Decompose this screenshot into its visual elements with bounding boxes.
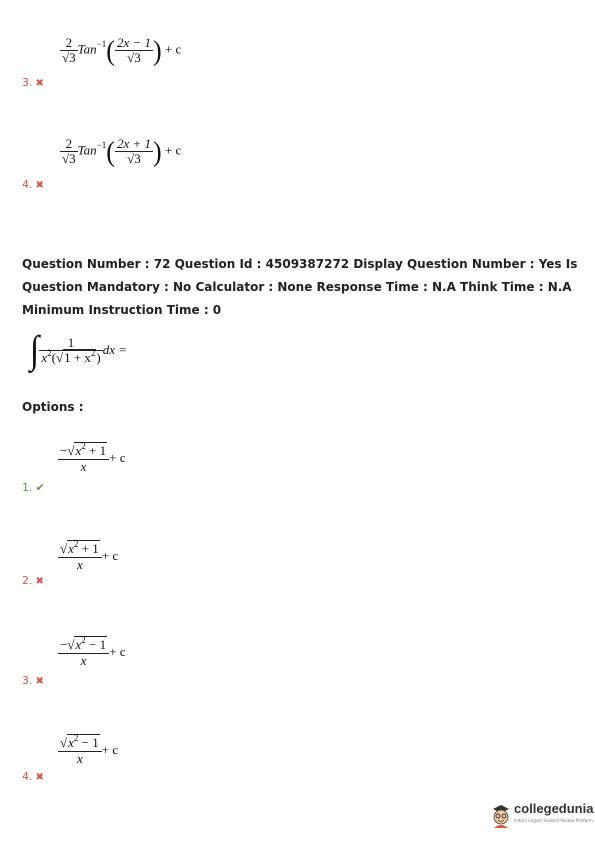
wrong-icon: ✖ [35,772,44,783]
logo-tagline: India's largest Student Review Platform [514,818,593,823]
option-3-expression: $\frac{-√x^2 - 1}{x}$ + c [60,635,126,668]
options-label: Options : [22,400,84,414]
option-1-expression: $\frac{-√x^2 + 1}{x}$ + c [60,441,126,474]
collegedunia-logo [490,800,594,832]
wrong-icon: ✖ [35,78,44,89]
coefficient-fraction: $\frac{2}{√3}$ [62,35,76,65]
wrong-icon: ✖ [35,576,44,587]
prev-option-3-label: 3. ✖ [22,76,44,89]
option-3-label[interactable]: 3. ✖ [22,674,44,687]
coefficient-fraction: $\frac{2}{√3}$ [62,136,76,166]
argument-fraction: $\frac{2x - 1}{√3}$ [116,35,151,65]
mascot-icon [490,802,512,830]
option-2-label[interactable]: 2. ✖ [22,574,44,587]
argument-fraction: $\frac{2x + 1}{√3}$ [116,136,151,166]
option-2-expression: $\frac{√x^2 + 1}{x}$ + c [60,539,119,572]
prev-option-3-expression: $\frac{2}{√3}$ Tan$^{-1}$( $\frac{2x - 1}{√3}$ ) + c [62,34,182,66]
option-1-label[interactable]: 1. ✔ [22,481,45,494]
integral-sign: ∫ [30,329,40,372]
prev-option-4-label: 4. ✖ [22,178,44,191]
prev-option-4-expression: $\frac{2}{√3}$ Tan$^{-1}$( $\frac{2x + 1}{√3}$ ) + c [62,135,182,167]
option-4-expression: $\frac{√x^2 - 1}{x}$ + c [60,733,119,766]
wrong-icon: ✖ [35,180,44,191]
question-integral: ∫ $\frac{1}{x^2(√1 + x^2)}$ dx = [30,329,128,372]
option-4-label[interactable]: 4. ✖ [22,770,44,783]
integrand-fraction: $\frac{1}{x^2(√1 + x^2)}$ [41,335,101,365]
logo-name: collegedunia [514,801,594,816]
question-header: Question Number : 72 Question Id : 4509387272 Display Question Number : Yes Is Question Mandatory : No Calculator : None Response Time : N.A Think Time : N.A Minimum Instruction Time : 0 [22,257,578,317]
wrong-icon: ✖ [35,676,44,687]
check-icon: ✔ [35,481,45,494]
